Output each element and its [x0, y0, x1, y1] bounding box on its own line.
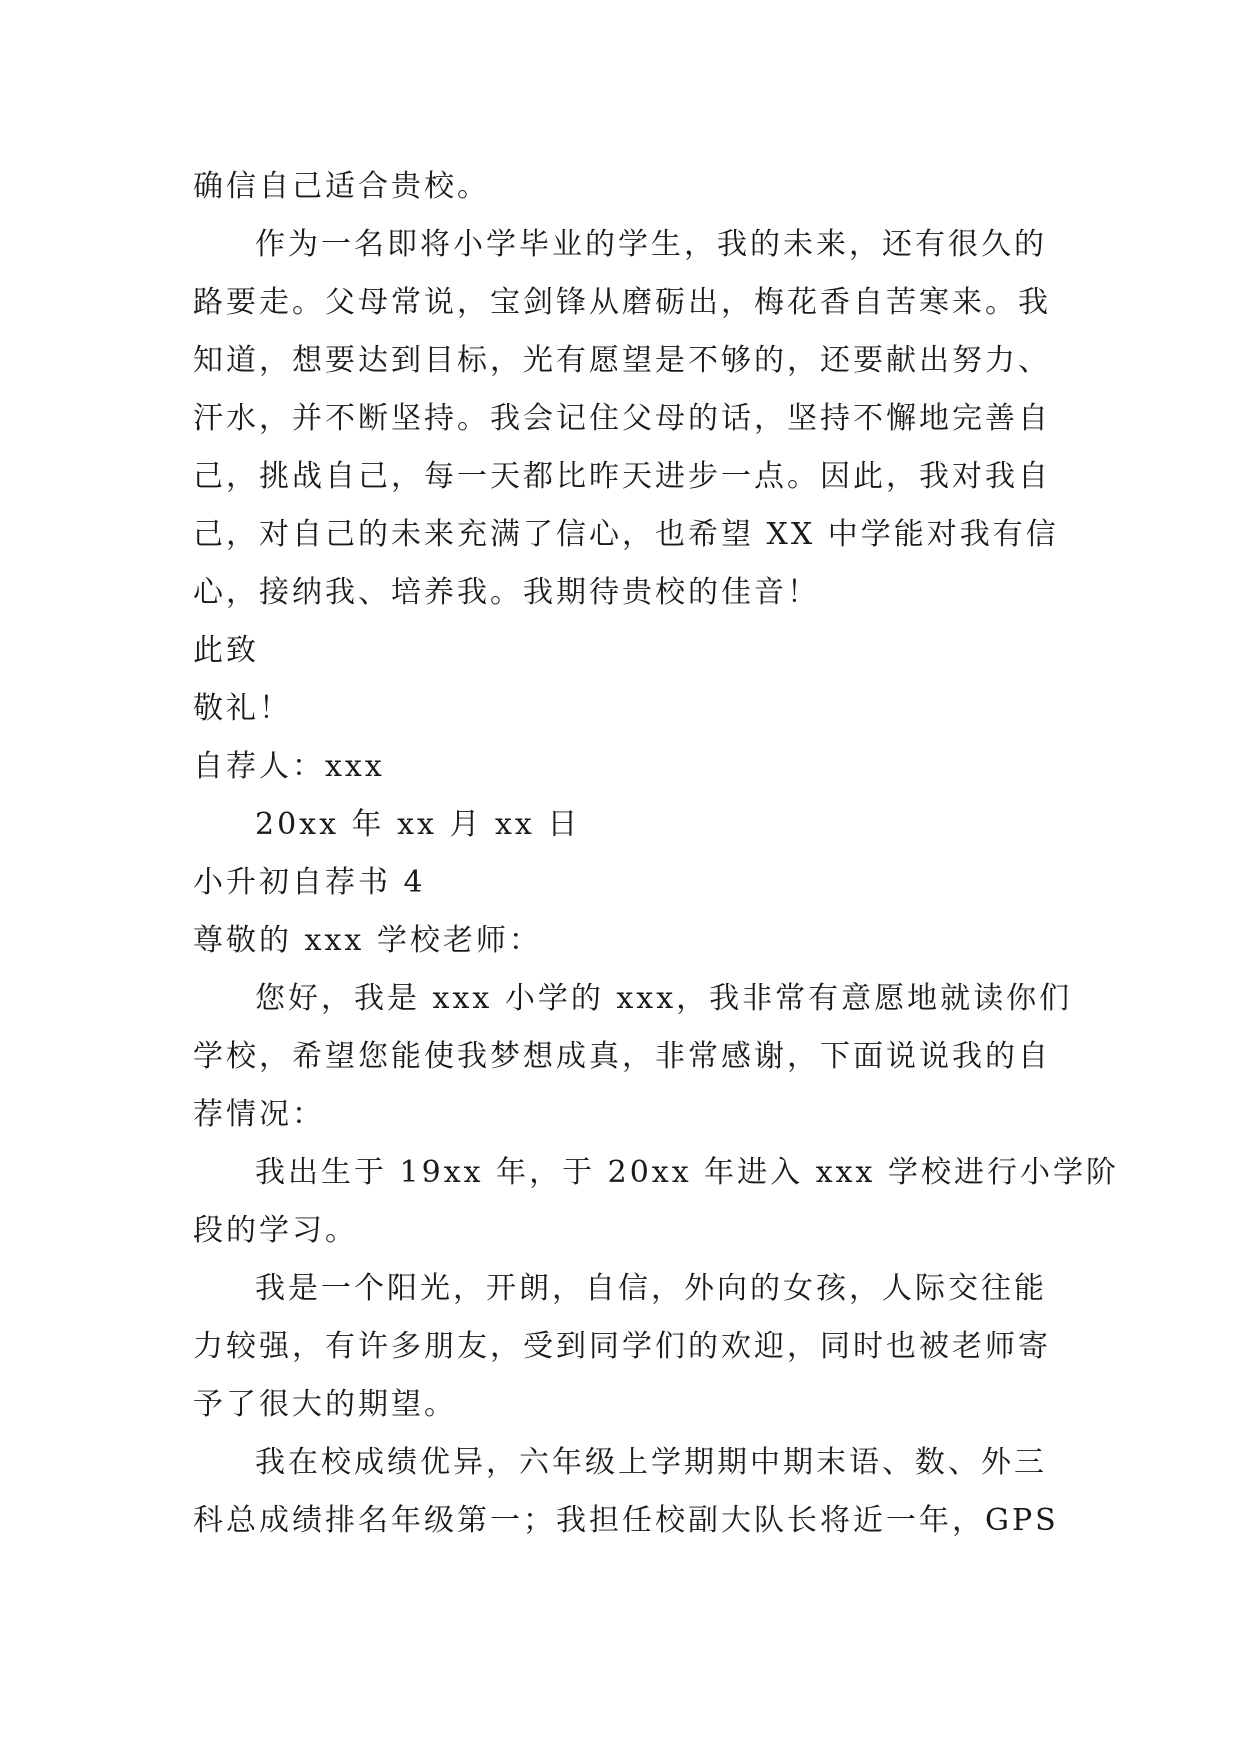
text-line: 学校，希望您能使我梦想成真，非常感谢，下面说说我的自	[193, 1039, 1051, 1074]
salutation-line: 敬礼！	[193, 691, 292, 726]
text-line: 科总成绩排名年级第一；我担任校副大队长将近一年，GPS	[193, 1503, 1059, 1538]
text-line: 我是一个阳光，开朗，自信，外向的女孩，人际交往能	[255, 1271, 1047, 1306]
text-line: 己，挑战自己，每一天都比昨天进步一点。因此，我对我自	[193, 459, 1051, 494]
text-line: 确信自己适合贵校。	[193, 169, 490, 204]
greeting-line: 尊敬的 xxx 学校老师：	[193, 923, 542, 958]
text-line: 您好，我是 xxx 小学的 xxx，我非常有意愿地就读你们	[255, 981, 1073, 1016]
text-line: 汗水，并不断坚持。我会记住父母的话，坚持不懈地完善自	[193, 401, 1051, 436]
text-line: 路要走。父母常说，宝剑锋从磨砺出，梅花香自苦寒来。我	[193, 285, 1051, 320]
salutation-line: 此致	[193, 633, 259, 668]
signature-line: 自荐人：xxx	[193, 749, 385, 784]
text-line: 予了很大的期望。	[193, 1387, 457, 1422]
date-line: 20xx 年 xx 月 xx 日	[255, 807, 581, 842]
text-line: 心，接纳我、培养我。我期待贵校的佳音！	[193, 575, 820, 610]
text-line: 我出生于 19xx 年，于 20xx 年进入 xxx 学校进行小学阶	[255, 1155, 1119, 1190]
text-line: 力较强，有许多朋友，受到同学们的欢迎，同时也被老师寄	[193, 1329, 1051, 1364]
section-title: 小升初自荐书 4	[193, 865, 426, 900]
text-line: 荐情况：	[193, 1097, 325, 1132]
text-line: 段的学习。	[193, 1213, 358, 1248]
text-line: 己，对自己的未来充满了信心，也希望 XX 中学能对我有信	[193, 517, 1059, 552]
text-line: 我在校成绩优异，六年级上学期期中期末语、数、外三	[255, 1445, 1047, 1480]
text-line: 作为一名即将小学毕业的学生，我的未来，还有很久的	[255, 227, 1047, 262]
text-line: 知道，想要达到目标，光有愿望是不够的，还要献出努力、	[193, 343, 1051, 378]
